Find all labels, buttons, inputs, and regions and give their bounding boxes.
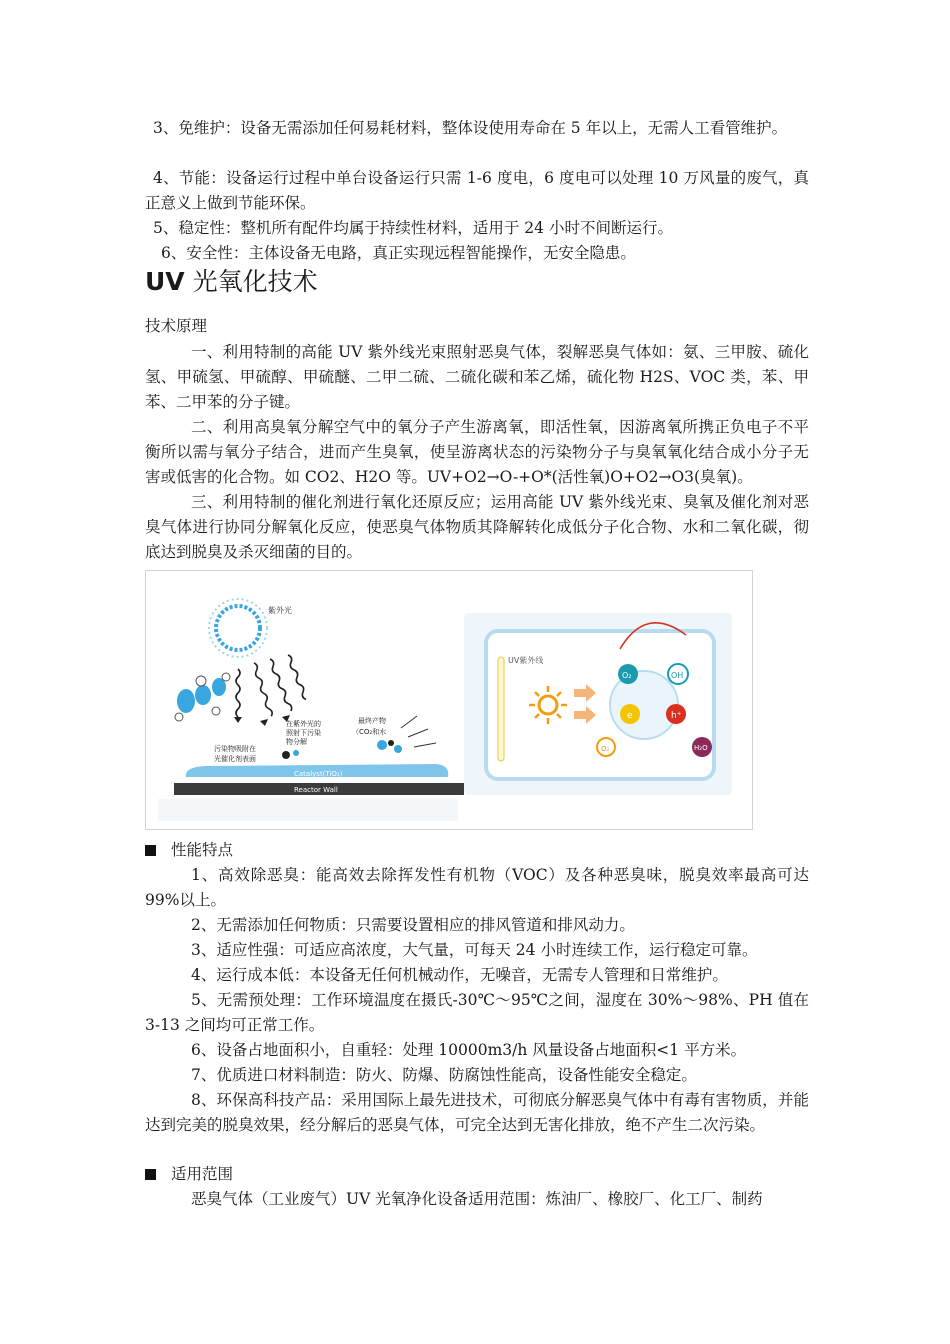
section-title-rest: 光氧化技术 — [192, 267, 318, 296]
square-bullet-icon — [145, 1169, 156, 1180]
products-label-1: 最终产物 — [358, 717, 386, 725]
products-label-2: （CO₂和水 — [352, 728, 387, 736]
uv-light-label: 紫外光 — [268, 606, 292, 615]
oh-label: OH — [671, 671, 684, 680]
intro-item-5: 5、稳定性：整机所有配件均属于持续性材料，适用于 24 小时不间断运行。 — [153, 219, 673, 237]
intro-item-4: 4、节能：设备运行过程中单台设备运行只需 1-6 度电，6 度电可以处理 10 万风量的废气，真正意义上做到节能环保。 — [145, 169, 809, 212]
left-diagram — [158, 599, 464, 821]
o2-top-label: O₂ — [622, 671, 632, 680]
pollutant-molecule-icon — [175, 673, 230, 721]
uv-principle-figure — [145, 570, 753, 830]
scope-text: 恶臭气体（工业废气）UV 光氧净化设备适用范围：炼油厂、橡胶厂、化工厂、制药 — [191, 1190, 763, 1208]
scope-heading-text: 适用范围 — [171, 1165, 234, 1183]
features-heading — [145, 838, 233, 863]
principle-1: 一、利用特制的高能 UV 紫外线光束照射恶臭气体，裂解恶臭气体如：氨、三甲胺、硫化氢、甲硫氢、甲硫醇、甲硫醚、二甲二硫、二硫化碳和苯乙烯，硫化物 H2S、VOC 类，苯、甲苯、二甲苯的分子键。 — [145, 343, 809, 411]
reactor-wall-label: Reactor Wall — [294, 786, 338, 794]
features-heading-text: 性能特点 — [171, 841, 234, 859]
adsorb-label-2: 光催化剂表面 — [214, 755, 256, 763]
feature-8: 8、环保高科技产品：采用国际上最先进技术，可彻底分解恶臭气体中有毒有害物质，并能达到完美的脱臭效果，经分解后的恶臭气体，可完全达到无害化排放，绝不产生二次污染。 — [145, 1091, 809, 1134]
catalyst-sphere — [610, 671, 678, 739]
feature-3: 3、适应性强：可适应高浓度，大气量，可每天 24 小时连续工作，运行稳定可靠。 — [191, 941, 758, 959]
catalyst-label: Catalyst(TiO₂) — [294, 770, 343, 778]
figure-shadow — [158, 799, 458, 821]
section-title — [145, 262, 318, 302]
decompose-label-1: 在紫外光的 — [286, 720, 321, 728]
uv-wave-arrows — [236, 654, 308, 717]
principle-2: 二、利用高臭氧分解空气中的氧分子产生游离氧，即活性氧，因游离氧所携正负电子不平衡所以需与氧分子结合，进而产生臭氧，使呈游离状态的污染物分子与臭氧氧化结合成小分子无害或低害的化合物。如 CO2、H2O 等。UV+O2→O-+O*(活性氧)O+O2→O3(臭氧)。 — [145, 418, 809, 486]
intro-item-3: 3、免维护：设备无需添加任何易耗材料，整体设使用寿命在 5 年以上，无需人工看管维护。 — [153, 119, 788, 137]
feature-4: 4、运行成本低：本设备无任何机械动作，无噪音，无需专人管理和日常维护。 — [191, 966, 728, 984]
hole-label: h⁺ — [671, 711, 682, 721]
scope-heading — [145, 1162, 233, 1187]
section-title-prefix: UV — [145, 267, 185, 296]
feature-6: 6、设备占地面积小，自重轻：处理 10000m3/h 风量设备占地面积<1 平方米。 — [191, 1041, 747, 1059]
h2o-label: H₂O — [694, 744, 708, 752]
adsorb-label-1: 污染物吸附在 — [214, 745, 256, 753]
feature-5: 5、无需预处理：工作环境温度在摄氏-30℃～95℃之间，湿度在 30%～98%、PH 值在 3-13 之间均可正常工作。 — [145, 991, 809, 1034]
feature-2: 2、无需添加任何物质：只需要设置相应的排风管道和排风动力。 — [191, 916, 635, 934]
feature-7: 7、优质进口材料制造：防火、防爆、防腐蚀性能高，设备性能安全稳定。 — [191, 1066, 697, 1084]
products-arrows — [401, 716, 436, 747]
square-bullet-icon — [145, 845, 156, 856]
electron-label: e — [627, 711, 633, 721]
uv-lamp-icon — [498, 657, 504, 761]
feature-1: 1、高效除恶臭：能高效去除挥发性有机物（VOC）及各种恶臭味，脱臭效率最高可达 99%以上。 — [145, 866, 809, 909]
decompose-label-2: 照射下污染 — [286, 729, 321, 737]
uv-lamp-label: UV紫外线 — [508, 656, 544, 665]
principle-heading: 技术原理 — [145, 317, 208, 335]
o2-bottom-label: O₂ — [601, 745, 610, 753]
right-diagram — [464, 613, 732, 795]
principle-3: 三、利用特制的催化剂进行氧化还原反应；运用高能 UV 紫外线光束、臭氧及催化剂对恶臭气体进行协同分解氧化反应，使恶臭气体物质其降解转化成低分子化合物、水和二氧化碳，彻底达到脱臭及杀灭细菌的目的。 — [145, 493, 809, 561]
decompose-label-3: 物分解 — [286, 738, 307, 746]
intro-item-6: 6、安全性：主体设备无电路，真正实现远程智能操作，无安全隐患。 — [161, 244, 636, 262]
sun-icon — [209, 599, 267, 657]
